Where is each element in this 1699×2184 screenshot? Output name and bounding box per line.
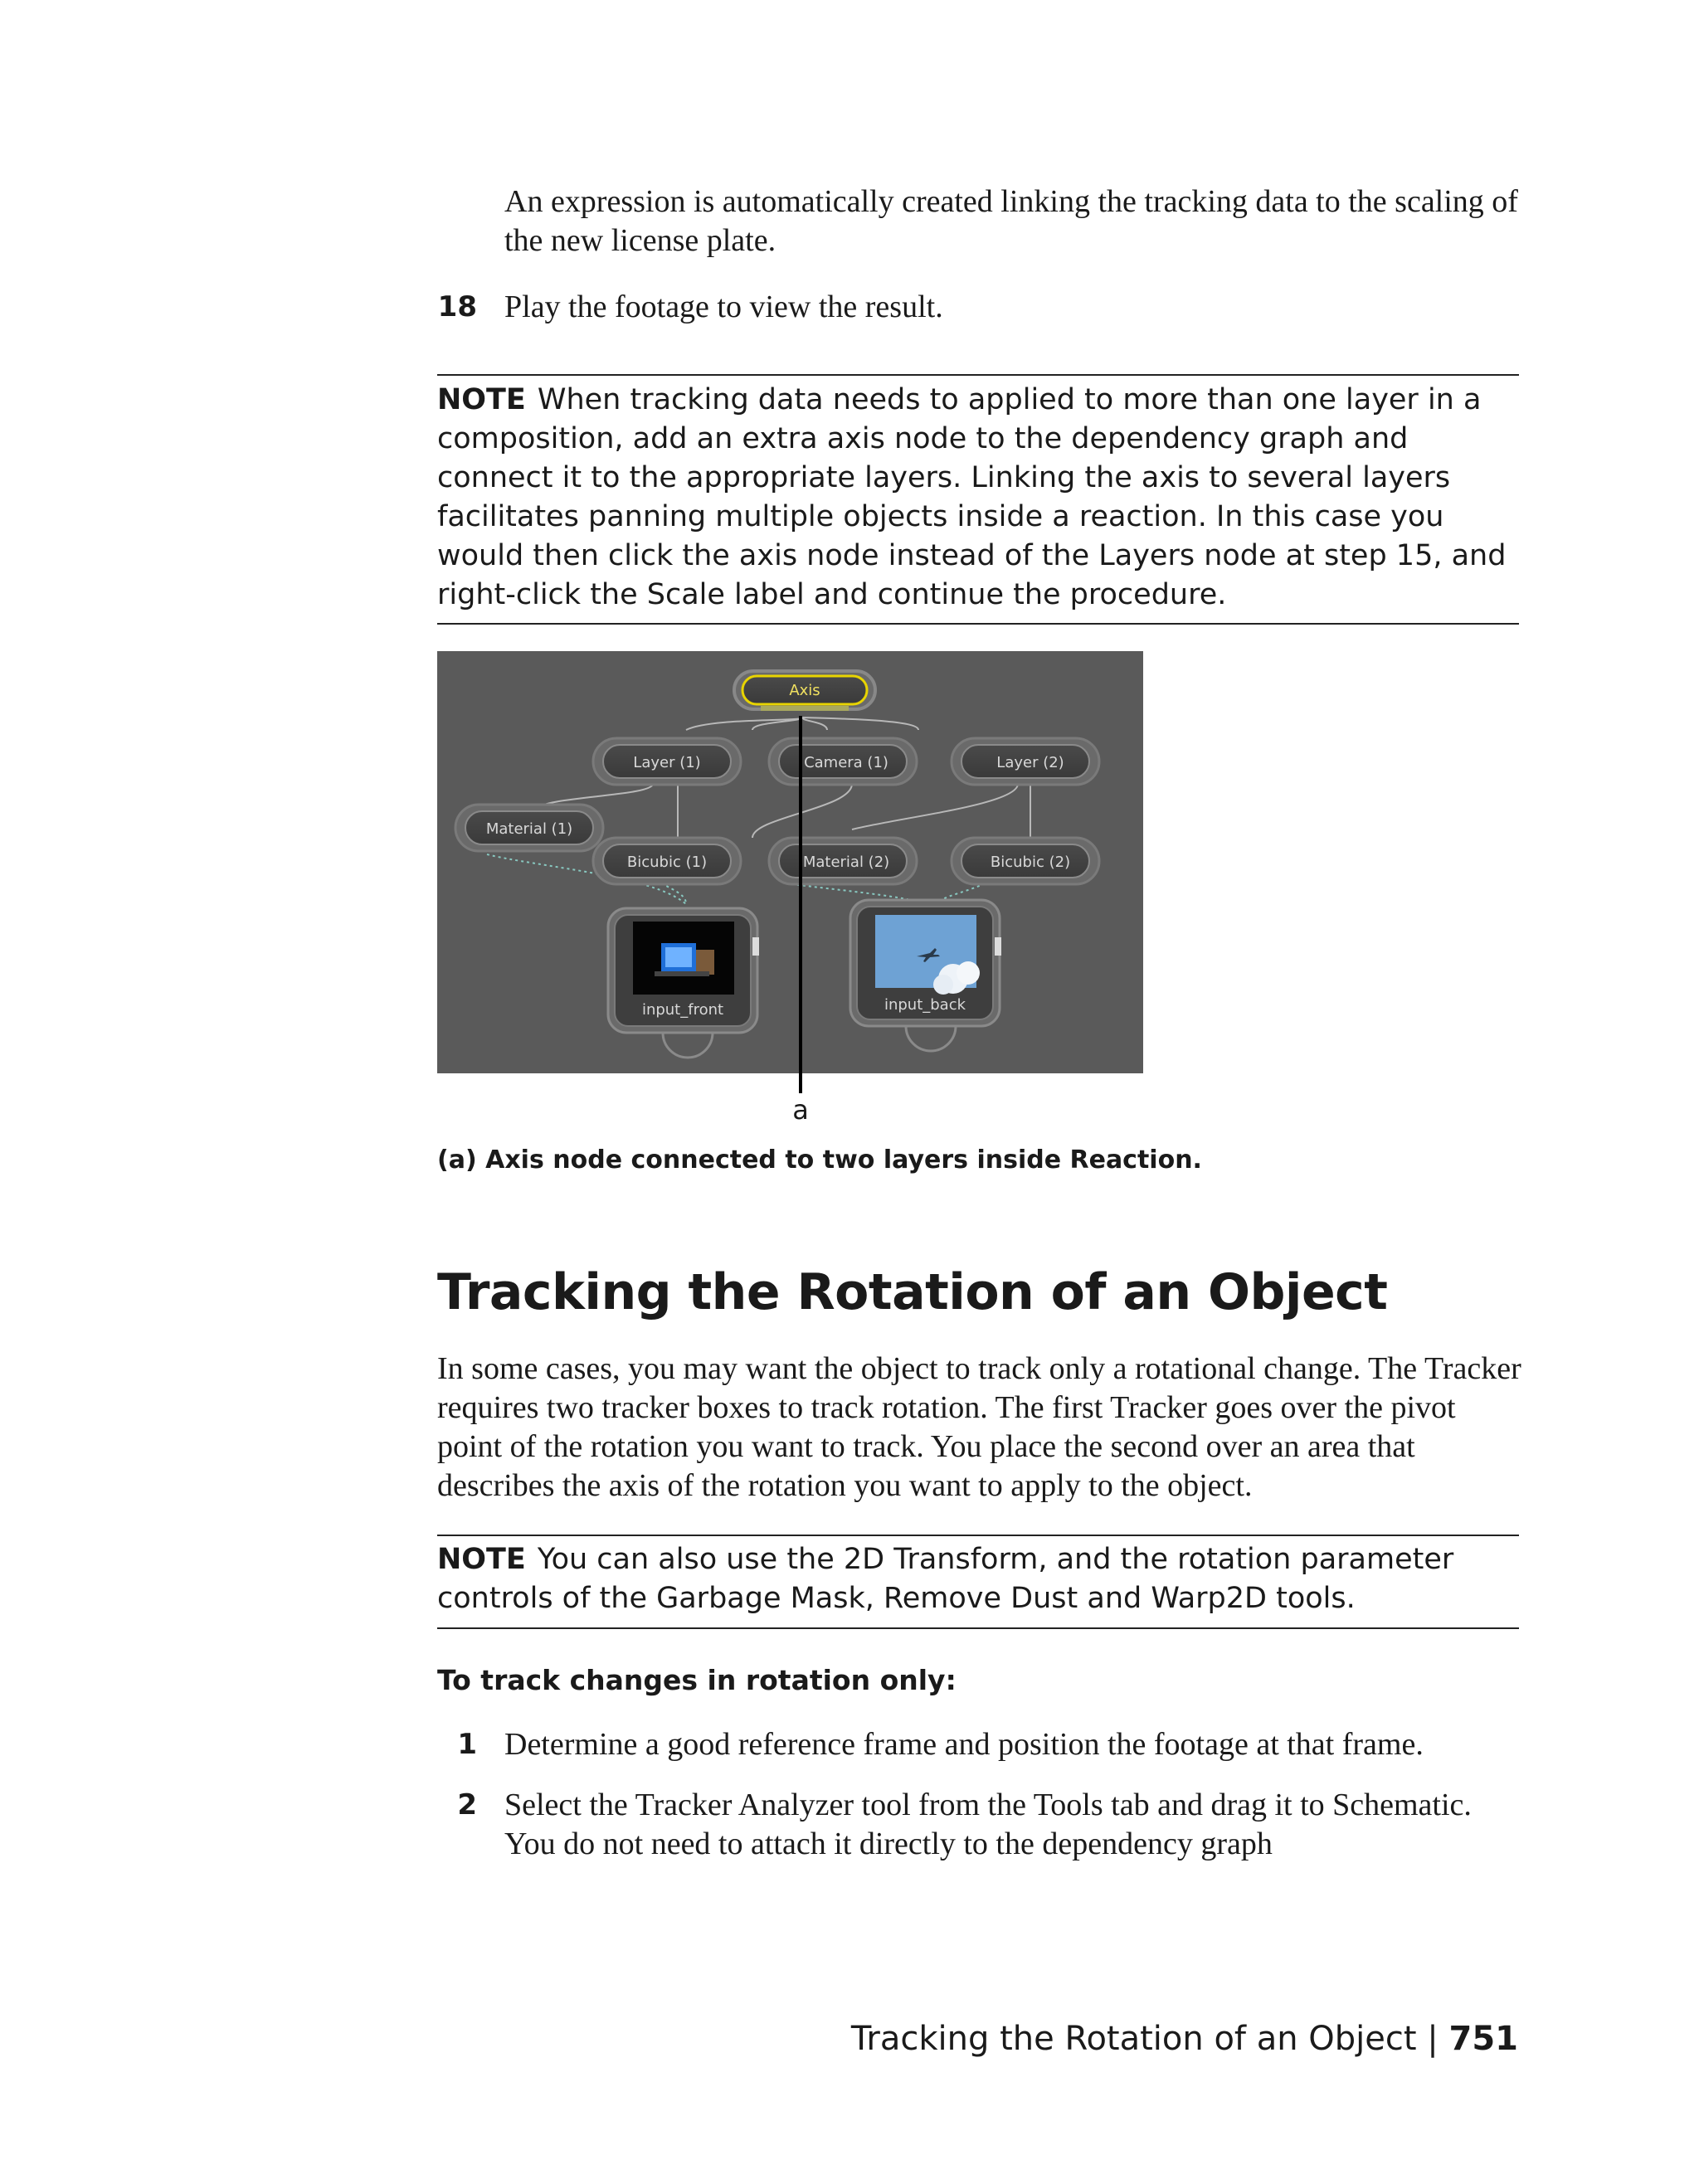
bicubic2-node-label: Bicubic (2) — [990, 854, 1071, 871]
page-footer — [851, 2017, 1518, 2060]
axis-node[interactable] — [734, 671, 875, 711]
figure-caption: (a) Axis node connected to two layers inside Reaction. — [437, 1146, 1202, 1175]
note2-text: You can also use the 2D Transform, and the rotation parameter controls of the Garbage Mask, Remove Dust and Warp2D tools. — [437, 1543, 1454, 1615]
step-text: Select the Tracker Analyzer tool from the Tools tab and drag it to Schematic. You do not need to attach it directly to the dependency graph — [504, 1788, 1472, 1861]
schematic-figure — [437, 651, 1143, 1073]
note-top-rule — [437, 374, 1519, 376]
note2-block — [437, 1540, 1524, 1618]
footer-separator: | — [1427, 2020, 1439, 2058]
material1-node-label: Material (1) — [485, 820, 573, 838]
material2-node-label: Material (2) — [802, 854, 890, 871]
input-front-node[interactable] — [608, 908, 759, 1058]
note2-bottom-rule — [437, 1627, 1519, 1629]
step-number: 18 — [437, 290, 477, 323]
input-front-node-label: input_front — [641, 1001, 724, 1019]
layer2-node-label: Layer (2) — [996, 754, 1064, 771]
camera1-node[interactable] — [769, 738, 917, 785]
note-label: NOTE — [437, 383, 526, 416]
section-heading: Tracking the Rotation of an Object — [437, 1263, 1388, 1321]
section-paragraph: In some cases, you may want the object to track only a rotational change. The Tracker requires two tracker boxes to track rotation. The first Tracker goes over the pivot point of the rotation you want to track. You place the second over an area that describes the axis of the rotation you want to apply to the object. — [437, 1351, 1521, 1503]
material1-node[interactable] — [455, 805, 603, 851]
step-text: Play the footage to view the result. — [504, 289, 943, 324]
note2-label: NOTE — [437, 1543, 526, 1576]
note-text: When tracking data needs to applied to more than one layer in a composition, add an extra axis node to the dependency graph and connect it to the appropriate layers. Linking the axis to several layers facilitates panning multiple objects inside a reaction. In this case you would then click the axis node instead of the Layers node at step 15, and right-click the Scale label and continue the procedure. — [437, 383, 1507, 611]
axis-node-label: Axis — [789, 682, 820, 699]
step-text: Determine a good reference frame and position the footage at that frame. — [504, 1727, 1424, 1762]
running-title: Tracking the Rotation of an Object — [850, 2020, 1417, 2058]
note-bottom-rule — [437, 623, 1519, 625]
callout-leader-extension — [799, 1073, 802, 1093]
layer2-node[interactable] — [952, 738, 1099, 785]
bicubic2-node[interactable] — [952, 838, 1099, 884]
camera1-node-label: Camera (1) — [804, 754, 888, 771]
input-back-node[interactable] — [850, 900, 1001, 1051]
note2-top-rule — [437, 1535, 1519, 1536]
layer1-node[interactable] — [593, 738, 741, 785]
note-block — [437, 381, 1524, 615]
procedure-heading: To track changes in rotation only: — [437, 1664, 957, 1696]
step-number: 2 — [457, 1788, 477, 1822]
dependency-graph — [437, 651, 1143, 1073]
bicubic1-node-label: Bicubic (1) — [626, 854, 708, 871]
callout-label: a — [792, 1094, 809, 1126]
input-back-node-label: input_back — [884, 996, 966, 1014]
material2-node[interactable] — [769, 838, 917, 884]
intro-paragraph: An expression is automatically created linking the tracking data to the scaling of the new license plate. — [504, 184, 1518, 258]
step-number: 1 — [457, 1728, 477, 1761]
page-number: 751 — [1448, 2020, 1518, 2058]
layer1-node-label: Layer (1) — [633, 754, 701, 771]
bicubic1-node[interactable] — [593, 838, 741, 884]
